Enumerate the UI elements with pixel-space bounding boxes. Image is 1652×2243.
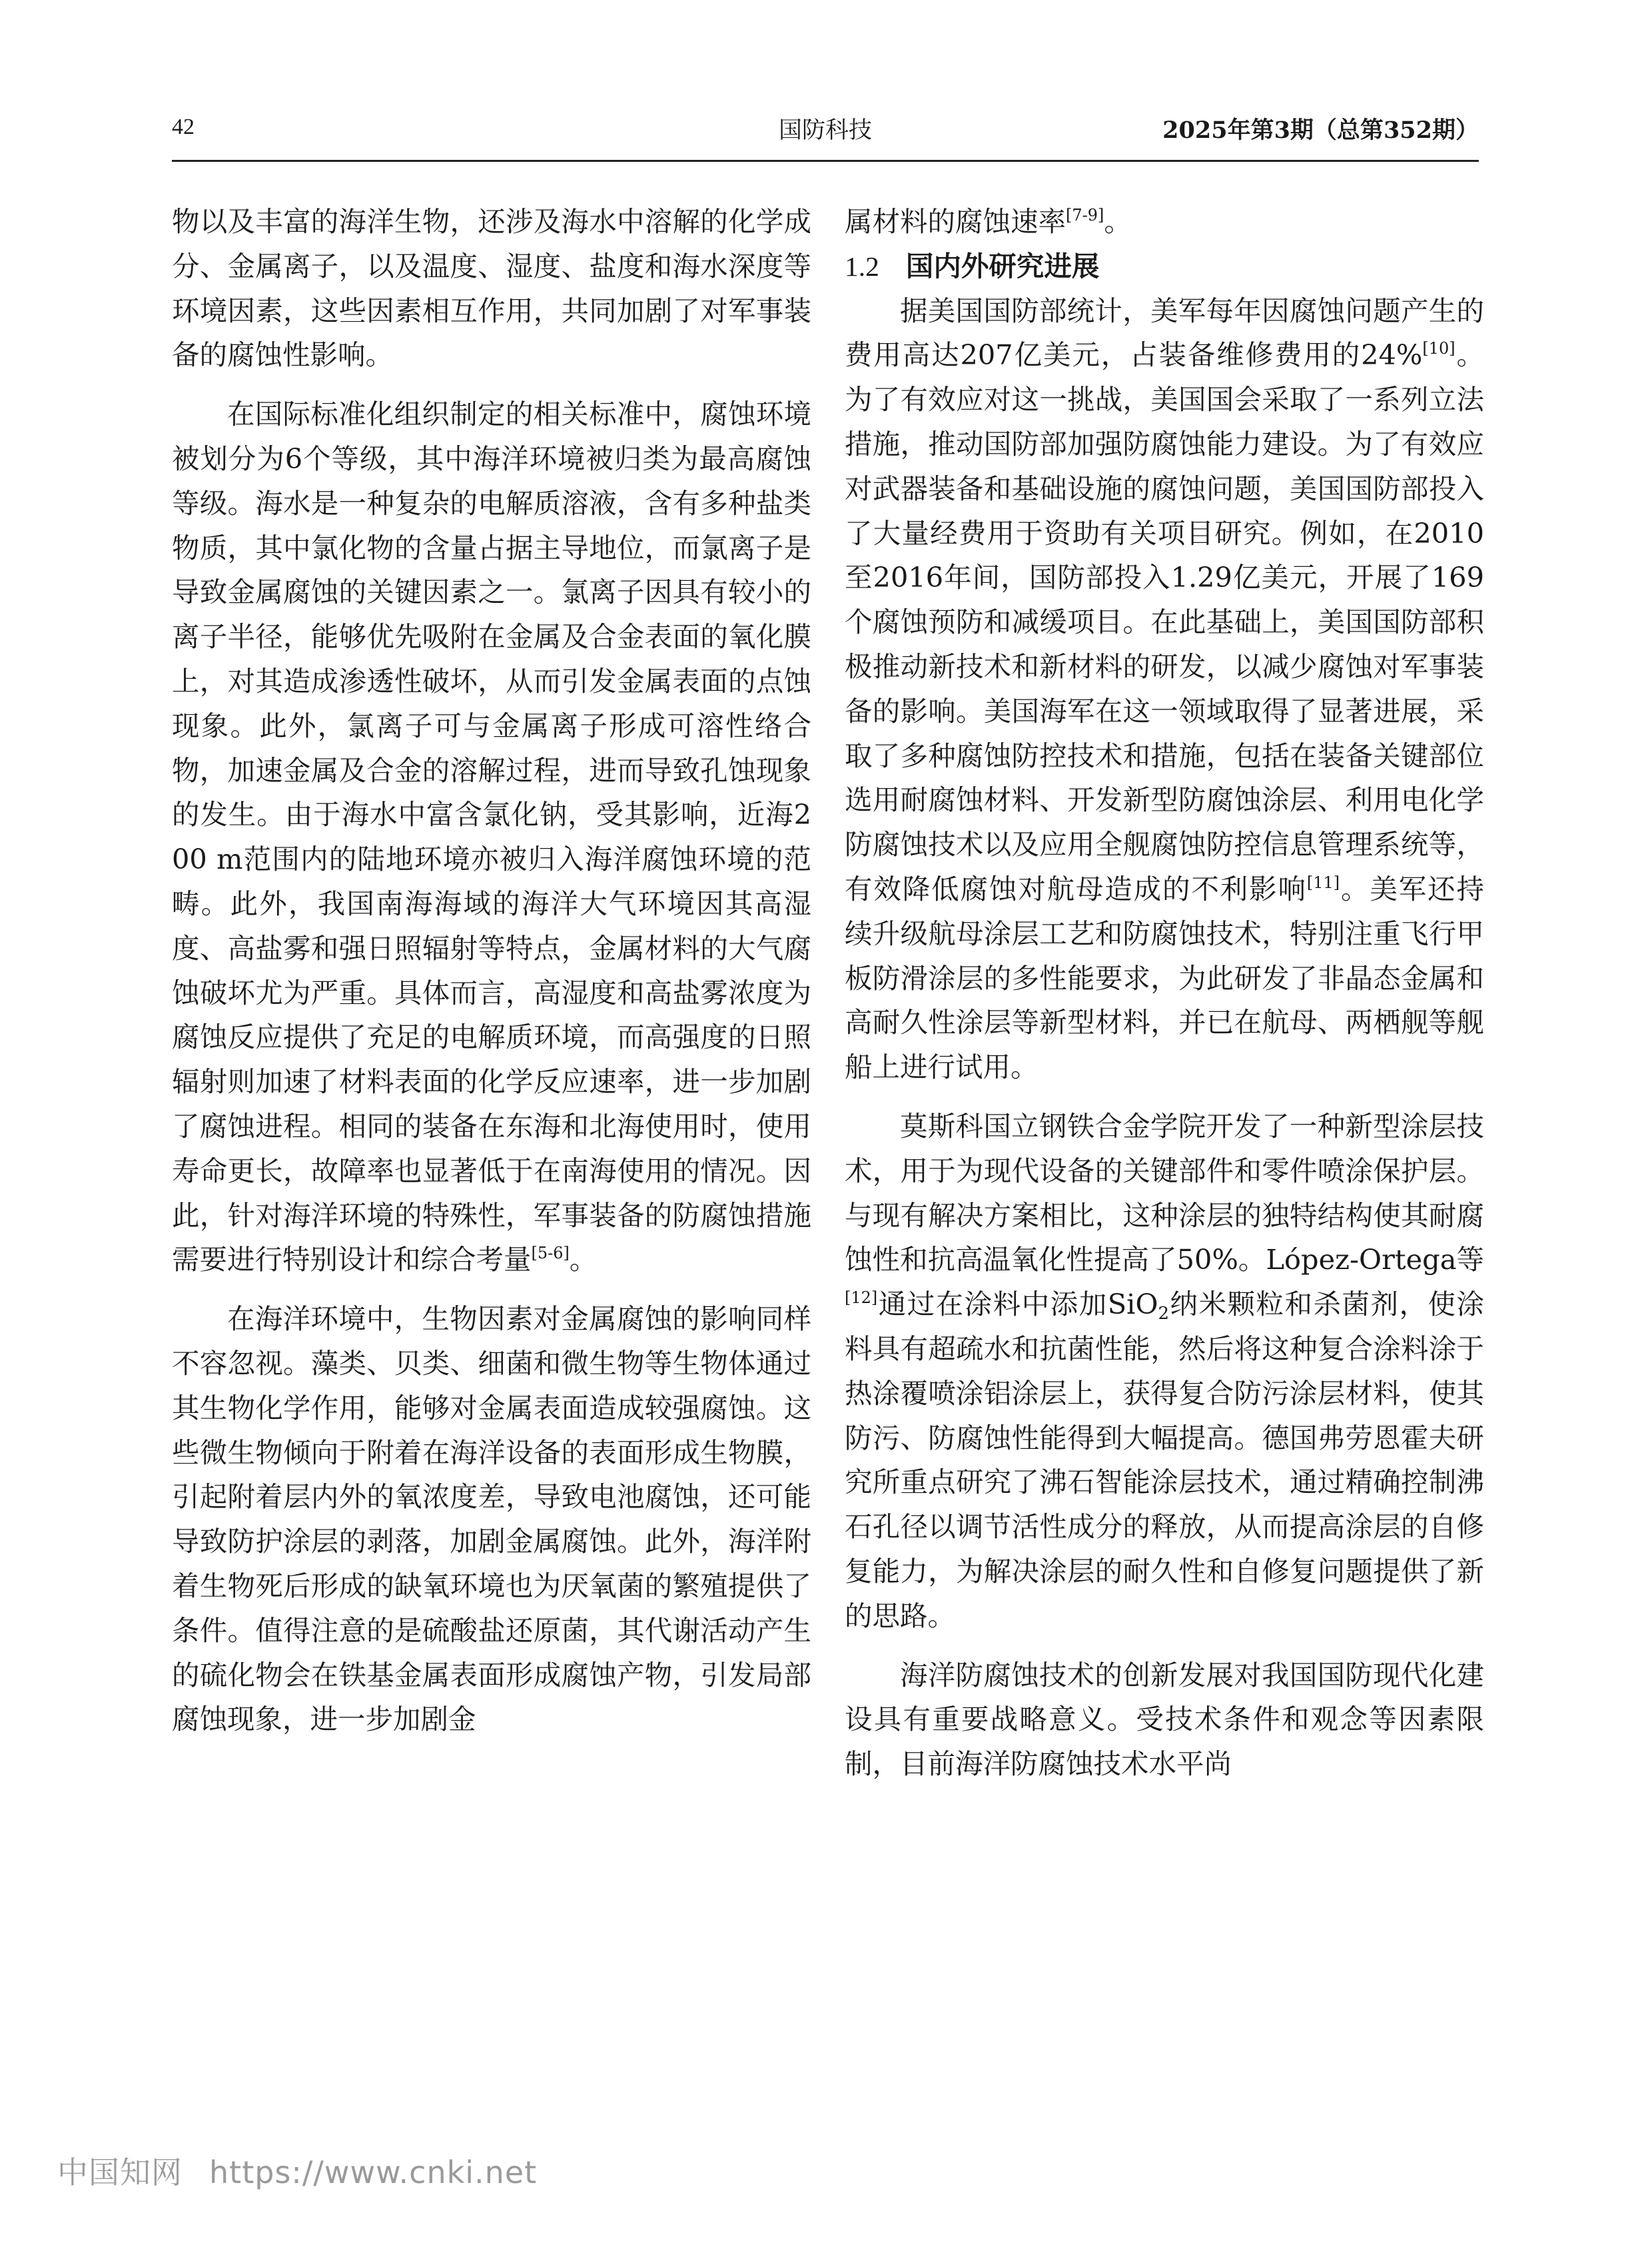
issue-info: 2025年第3期（总第352期） <box>1162 117 1479 144</box>
citation-ref[interactable]: [10] <box>1422 339 1455 358</box>
citation-ref[interactable]: [11] <box>1306 873 1340 892</box>
paragraph-coating-tech: 莫斯科国立钢铁合金学院开发了一种新型涂层技术，用于为现代设备的关键部件和零件喷涂保护层。与现有解决方案相比，这种涂层的独特结构使其耐腐蚀性和抗高温氧化性提高了50%。López-Ortega等[12]通过在涂料中添加SiO$_2$纳米颗粒和杀菌剂，使涂料具有超疏水和抗菌性能，然后将这种复合涂料涂于热涂覆喷涂铝涂层上，获得复合防污涂层材料，使其防污、防腐蚀性能得到大幅提高。德国弗劳恩霍夫研究所重点研究了沸石智能涂层技术，通过精确控制沸石孔径以调节活性成分的释放，从而提高涂层的自修复能力，为解决涂层的耐久性和自修复问题提供了新的思路。 <box>845 1109 1484 1632</box>
page-number: 42 <box>172 115 195 139</box>
watermark-url[interactable]: https://www.cnki.net <box>209 2154 538 2190</box>
citation-ref[interactable]: [12] <box>845 1288 878 1308</box>
paragraph-marine-environment: 在国际标准化组织制定的相关标准中，腐蚀环境被划分为6个等级，其中海洋环境被归类为最高腐蚀等级。海水是一种复杂的电解质溶液，含有多种盐类物质，其中氯化物的含量占据主导地位，而氯离子是导致金属腐蚀的关键因素之一。氯离子因具有较小的离子半径，能够优先吸附在金属及合金表面的氧化膜上，对其造成渗透性破坏，从而引发金属表面的点蚀现象。此外，氯离子可与金属离子形成可溶性络合物，加速金属及合金的溶解过程，进而导致孔蚀现象的发生。由于海水中富含氯化钠，受其影响，近海200 m范围内的陆地环境亦被归入海洋腐蚀环境的范畴。此外，我国南海海域的海洋大气环境因其高湿度、高盐雾和强日照辐射等特点，金属材料的大气腐蚀破坏尤为严重。具体而言，高湿度和高盐雾浓度为腐蚀反应提供了充足的电解质环境，而高强度的日照辐射则加速了材料表面的化学反应速率，进一步加剧了腐蚀进程。相同的装备在东海和北海使用时，使用寿命更长，故障率也显著低于在南海使用的情况。因此，针对海洋环境的特殊性，军事装备的防腐蚀措施需要进行特别设计和综合考量[5-6]。 <box>172 398 811 1276</box>
paragraph-continued: 物以及丰富的海洋生物，还涉及海水中溶解的化学成分、金属离子，以及温度、湿度、盐度和海水深度等环境因素，这些因素相互作用，共同加剧了对军事装备的腐蚀性影响。 <box>172 205 811 372</box>
right-column <box>845 200 1484 1787</box>
paragraph-strategic-significance: 海洋防腐蚀技术的创新发展对我国国防现代化建设具有重要战略意义。受技术条件和观念等因素限制，目前海洋防腐蚀技术水平尚 <box>845 1658 1484 1781</box>
chemical-subscript: 2 <box>1158 1304 1170 1324</box>
left-column <box>172 200 811 1742</box>
citation-ref[interactable]: [5-6] <box>531 1244 570 1263</box>
paragraph-biological-factors: 在海洋环境中，生物因素对金属腐蚀的影响同样不容忽视。藻类、贝类、细菌和微生物等生物体通过其生物化学作用，能够对金属表面造成较强腐蚀。这些微生物倾向于附着在海洋设备的表面形成生物膜，引起附着层内外的氧浓度差，导致电池腐蚀，还可能导致防护涂层的剥落，加剧金属腐蚀。此外，海洋附着生物死后形成的缺氧环境也为厌氧菌的繁殖提供了条件。值得注意的是硫酸盐还原菌，其代谢活动产生的硫化物会在铁基金属表面形成腐蚀产物，引发局部腐蚀现象，进一步加剧金 <box>172 1302 811 1736</box>
page-header <box>172 107 1479 162</box>
journal-title: 国防科技 <box>778 117 872 144</box>
paragraph-continued-right: 属材料的腐蚀速率[7-9]。 <box>845 205 1132 238</box>
section-heading <box>845 244 1484 289</box>
paragraph-us-research: 据美国国防部统计，美军每年因腐蚀问题产生的费用高达207亿美元，占装备维修费用的24%[10]。为了有效应对这一挑战，美国国会采取了一系列立法措施，推动国防部加强防腐蚀能力建设。为了有效应对武器装备和基础设施的腐蚀问题，美国国防部投入了大量经费用于资助有关项目研究。例如，在2010至2016年间，国防部投入1.29亿美元，开展了169个腐蚀预防和减缓项目。在此基础上，美国国防部积极推动新技术和新材料的研发，以减少腐蚀对军事装备的影响。美国海军在这一领域取得了显著进展，采取了多种腐蚀防控技术和措施，包括在装备关键部位选用耐腐蚀材料、开发新型防腐蚀涂层、利用电化学防腐蚀技术以及应用全舰腐蚀防控信息管理系统等，有效降低腐蚀对航母造成的不利影响[11]。美军还持续升级航母涂层工艺和防腐蚀技术，特别注重飞行甲板防滑涂层的多性能要求，为此研发了非晶态金属和高耐久性涂层等新型材料，并已在航母、两栖舰等舰船上进行试用。 <box>845 294 1484 1084</box>
citation-ref[interactable]: [7-9] <box>1066 206 1104 224</box>
cnki-watermark <box>57 2148 537 2192</box>
watermark-site-name: 中国知网 <box>57 2154 183 2190</box>
section-number: 1.2 <box>845 250 879 282</box>
section-title: 国内外研究进展 <box>905 249 1100 282</box>
